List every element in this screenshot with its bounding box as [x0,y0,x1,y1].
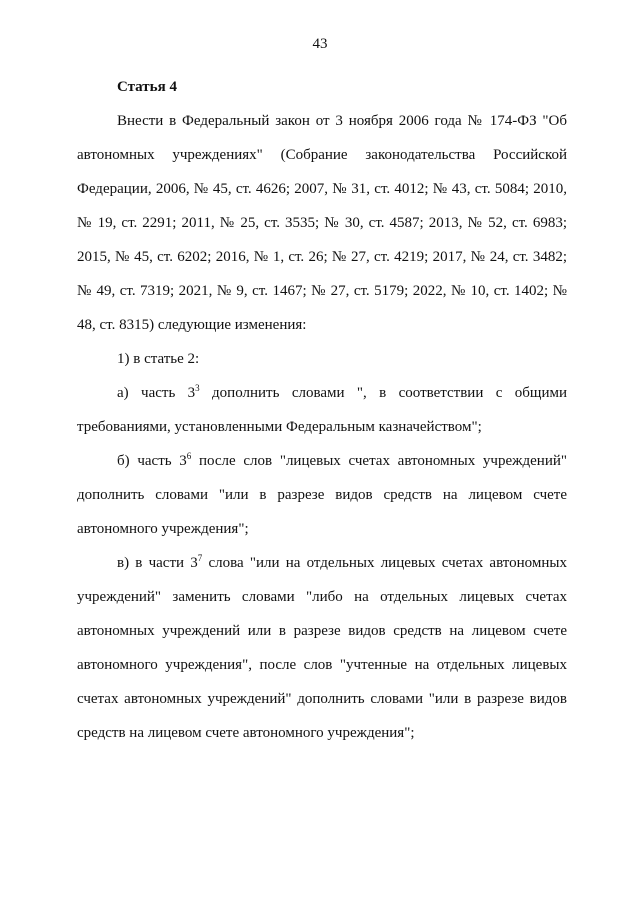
article-heading: Статья 4 [117,79,177,95]
subitem-v-text: слова "или на отдельных лицевых счетах автономных учреждений" заменить словами "либо на отдельных лицевых счетах автономных учреждений или в разрезе видов средств на лицевом счете автономного учреждения", после слов "учтенные на отдельных лицевых счетах автономных учреждений" дополнить словами "или в разрезе видов средств на лицевом счете автономного учреждения"; [77,555,567,741]
subitem-v-superscript: 7 [197,553,203,563]
page-number: 43 [312,36,328,52]
subitem-b-prefix: б) часть 3 [117,453,187,469]
subitem-b-superscript: 6 [186,451,192,461]
item-1-paragraph: 1) в статье 2: [117,351,200,367]
subitem-v-prefix: в) в части 3 [117,555,198,571]
subitem-a-prefix: а) часть 3 [117,385,196,401]
subitem-b-paragraph [77,444,567,546]
subitem-a-text: дополнить словами ", в соответствии с общими требованиями, установленными Федеральным казначейством"; [77,385,567,435]
subitem-b-text: после слов "лицевых счетах автономных учреждений" дополнить словами "или в разрезе видов средств на лицевом счете автономного учреждения"; [77,453,567,537]
subitem-a-paragraph [77,376,567,444]
document-body [77,70,567,750]
subitem-v-paragraph [77,546,567,750]
subitem-a-superscript: 3 [195,383,200,393]
intro-paragraph: Внести в Федеральный закон от 3 ноября 2006 года № 174-ФЗ "Об автономных учреждениях" (Собрание законодательства Российской Федерации, 2006, № 45, ст. 4626; 2007, № 31, ст. 4012; № 43, ст. 5084; 2010, № 19, ст. 2291; 2011, № 25, ст. 3535; № 30, ст. 4587; 2013, № 52, ст. 6983; 2015, № 45, ст. 6202; 2016, № 1, ст. 26; № 27, ст. 4219; 2017, № 24, ст. 3482; № 49, ст. 7319; 2021, № 9, ст. 1467; № 27, ст. 5179; 2022, № 10, ст. 1402; № 48, ст. 8315) следующие изменения: [77,113,567,333]
